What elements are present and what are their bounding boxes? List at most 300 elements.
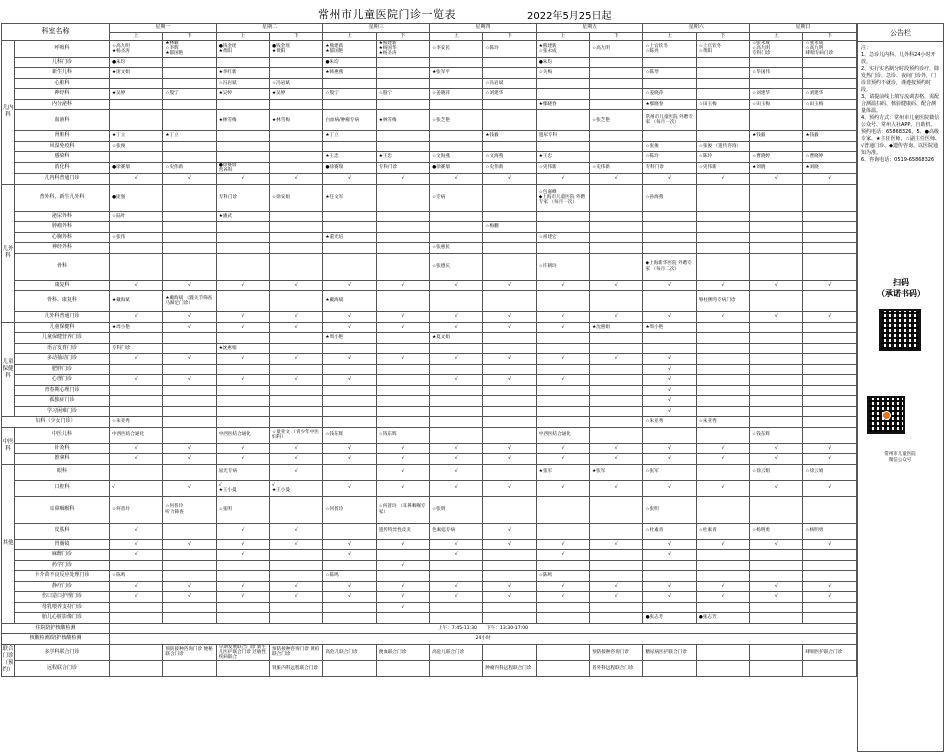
table-row: [2, 68, 857, 79]
department-name: 神经科: [15, 89, 110, 100]
schedule-cell: √: [483, 581, 536, 592]
schedule-cell: √: [376, 539, 429, 550]
schedule-cell: ★周小艳: [110, 322, 163, 333]
schedule-cell: √: [110, 581, 163, 592]
schedule-cell: √: [216, 539, 269, 550]
schedule-cell: √: [163, 280, 216, 291]
schedule-cell: [803, 364, 857, 375]
schedule-cell: [803, 68, 857, 79]
schedule-cell: [430, 613, 483, 624]
schedule-cell: [483, 406, 536, 417]
schedule-cell: √: [323, 354, 376, 365]
schedule-cell: √: [216, 443, 269, 454]
schedule-cell: [483, 232, 536, 243]
schedule-cell: √: [483, 280, 536, 291]
department-name: 孤独症门诊: [15, 396, 110, 407]
schedule-cell: ●朱均: [536, 57, 589, 68]
schedule-table: [1, 23, 857, 677]
schedule-cell: ☆张明: [643, 496, 696, 523]
schedule-cell: [323, 78, 376, 89]
schedule-cell: [590, 78, 643, 89]
schedule-cell: ☆史伟新: [696, 162, 749, 173]
schedule-cell: [536, 364, 589, 375]
notice-item: 1、急诊儿内科、儿外科24小时开放。: [861, 52, 936, 65]
schedule-cell: √: [216, 550, 269, 561]
schedule-cell: [696, 427, 749, 443]
schedule-cell: √: [643, 592, 696, 603]
schedule-cell: √: [323, 539, 376, 550]
schedule-cell: √: [803, 280, 857, 291]
schedule-cell: [750, 57, 803, 68]
schedule-cell: [163, 78, 216, 89]
schedule-cell: √: [483, 174, 536, 185]
schedule-cell: [323, 141, 376, 152]
schedule-cell: [483, 496, 536, 523]
schedule-cell: [803, 232, 857, 243]
schedule-cell: [110, 222, 163, 233]
schedule-cell: [216, 291, 269, 312]
table-row: [2, 581, 857, 592]
schedule-cell: [323, 243, 376, 254]
schedule-cell: [803, 613, 857, 624]
schedule-cell: [696, 184, 749, 211]
table-row: [2, 78, 857, 89]
schedule-cell: ☆田玉梅: [750, 99, 803, 110]
schedule-cell: √: [216, 354, 269, 365]
schedule-cell: √: [590, 480, 643, 496]
schedule-cell: [696, 211, 749, 222]
half-day-header: 下: [163, 33, 216, 41]
schedule-cell: √: [750, 480, 803, 496]
schedule-cell: ★庞文娟: [110, 68, 163, 79]
table-row: [2, 57, 857, 68]
schedule-cell: [803, 322, 857, 333]
schedule-cell: [696, 354, 749, 365]
schedule-cell: √: [216, 592, 269, 603]
schedule-cell: ☆童亚文 （青少年中医妇科）: [270, 427, 323, 443]
schedule-cell: √: [270, 592, 323, 603]
schedule-cell: [590, 560, 643, 571]
schedule-cell: ☆高九明 ★杨圣涛: [110, 41, 163, 58]
table-row: [2, 464, 857, 480]
schedule-cell: ☆殷宁: [376, 89, 429, 100]
schedule-cell: [803, 333, 857, 344]
schedule-cell: [803, 406, 857, 417]
schedule-cell: [643, 602, 696, 613]
schedule-cell: 肿瘤内科远程联合门诊: [483, 661, 536, 677]
schedule-cell: [590, 99, 643, 110]
schedule-cell: [430, 343, 483, 354]
schedule-cell: ★戴海斌 （髋关节筛查马蹄足门诊）: [163, 291, 216, 312]
schedule-cell: [323, 560, 376, 571]
schedule-cell: [110, 406, 163, 417]
schedule-cell: [376, 291, 429, 312]
schedule-cell: √: [323, 280, 376, 291]
department-name: 推拿科: [15, 454, 110, 465]
schedule-cell: ☆刘建华: [803, 89, 857, 100]
schedule-cell: [483, 385, 536, 396]
table-row: [2, 343, 857, 354]
schedule-cell: [803, 291, 857, 312]
schedule-cell: ★张军平: [430, 68, 483, 79]
schedule-cell: ☆张俊: [110, 141, 163, 152]
schedule-cell: ●徐赛瑞: [323, 162, 376, 173]
schedule-cell: [270, 162, 323, 173]
schedule-cell: ★林雪梅: [270, 110, 323, 131]
schedule-cell: √: [696, 174, 749, 185]
schedule-cell: [270, 211, 323, 222]
schedule-cell: √: [163, 312, 216, 323]
schedule-cell: ☆文海燕: [483, 152, 536, 163]
schedule-cell: ★王忠: [536, 152, 589, 163]
schedule-cell: √: [750, 443, 803, 454]
schedule-cell: ☆殷宁: [323, 89, 376, 100]
schedule-cell: ☆陈琴: [643, 68, 696, 79]
schedule-cell: √: [323, 443, 376, 454]
schedule-cell: [750, 406, 803, 417]
schedule-cell: [376, 78, 429, 89]
schedule-cell: √: [803, 581, 857, 592]
schedule-cell: √: [536, 480, 589, 496]
schedule-cell: ☆冯岩斌: [270, 78, 323, 89]
schedule-cell: [803, 211, 857, 222]
schedule-cell: [216, 385, 269, 396]
schedule-cell: ☆上官钦冬 ☆陈亮: [643, 41, 696, 58]
schedule-cell: [216, 364, 269, 375]
schedule-cell: [536, 222, 589, 233]
schedule-cell: [590, 496, 643, 523]
schedule-cell: ☆张芝艳: [590, 110, 643, 131]
schedule-cell: [323, 253, 376, 280]
schedule-cell: ☆陈玲: [696, 152, 749, 163]
department-name: 风湿免疫科: [15, 141, 110, 152]
schedule-cell: ☆姜晓萍: [430, 89, 483, 100]
schedule-cell: ★刘晓: [803, 162, 857, 173]
schedule-cell: √: [163, 375, 216, 386]
schedule-cell: √: [270, 454, 323, 465]
schedule-cell: ★董光培: [323, 232, 376, 243]
schedule-cell: √: [430, 480, 483, 496]
schedule-cell: [163, 184, 216, 211]
schedule-cell: √: [323, 550, 376, 561]
department-name: 肾脏科: [15, 131, 110, 142]
day-header: 星期一: [110, 24, 217, 33]
schedule-cell: √: [376, 464, 429, 480]
schedule-cell: [216, 417, 269, 428]
schedule-cell: √: [430, 322, 483, 333]
department-name: 卡介苗不良反应处理门诊: [15, 571, 110, 582]
notice-body: [858, 42, 943, 167]
schedule-cell: [483, 364, 536, 375]
schedule-cell: [536, 385, 589, 396]
department-name: 胎儿心脏影像门诊: [15, 613, 110, 624]
table-row: [2, 152, 857, 163]
schedule-cell: √: [270, 354, 323, 365]
qr-code-icon[interactable]: [879, 309, 921, 351]
effective-date: 2022年5月25日起: [527, 11, 612, 22]
half-day-header: 下: [590, 33, 643, 41]
department-name: 伤口造口护理门诊: [15, 592, 110, 603]
schedule-cell: √: [216, 280, 269, 291]
schedule-cell: [270, 364, 323, 375]
department-name: 肿瘤外科: [15, 222, 110, 233]
department-name: 语言发育门诊: [15, 343, 110, 354]
schedule-cell: [323, 602, 376, 613]
schedule-cell: ☆刘建华: [750, 89, 803, 100]
schedule-cell: √: [536, 539, 589, 550]
table-row: [2, 131, 857, 142]
schedule-cell: 遗传特异性皮炎: [376, 523, 429, 539]
schedule-cell: √: [643, 550, 696, 561]
schedule-cell: ☆祖建宏: [536, 232, 589, 243]
schedule-cell: [803, 222, 857, 233]
schedule-cell: √: [483, 480, 536, 496]
schedule-cell: 哮喘医护联合门诊: [803, 644, 857, 661]
schedule-cell: [216, 99, 269, 110]
schedule-cell: √: [110, 375, 163, 386]
table-row: [2, 162, 857, 173]
schedule-cell: [430, 417, 483, 428]
department-name: 康复科: [15, 280, 110, 291]
schedule-cell: √: [643, 312, 696, 323]
schedule-cell: [536, 243, 589, 254]
schedule-cell: ☆高九明: [590, 41, 643, 58]
department-name: 眼科: [15, 464, 110, 480]
schedule-cell: √: [643, 480, 696, 496]
schedule-cell: [110, 613, 163, 624]
schedule-cell: √: [803, 454, 857, 465]
schedule-cell: [803, 78, 857, 89]
notice-item: 4、预约方式：常州市儿童医院微信公众号、常州人社APP、自助机、预约电话：65868326。5、●高级专家、★主任医师、☆副主任医师、√普通门诊、◆遗传咨询、以医院通知为准。: [861, 115, 940, 156]
schedule-cell: ★潘武: [216, 211, 269, 222]
scan-title: 扫码: [893, 278, 909, 287]
schedule-cell: [376, 141, 429, 152]
notice-item: 2、实行实名制分时段预约诊疗，除发热门诊、急诊、夜间门诊外，门诊非预约不就诊，谨遵按预约时段。: [861, 66, 940, 93]
schedule-cell: ☆朱亚秀: [643, 417, 696, 428]
schedule-cell: [643, 243, 696, 254]
schedule-cell: √: [323, 312, 376, 323]
schedule-cell: ☆许朝玲: [536, 253, 589, 280]
schedule-cell: [696, 602, 749, 613]
schedule-cell: [643, 427, 696, 443]
schedule-cell: [376, 333, 429, 344]
schedule-cell: [270, 406, 323, 417]
schedule-cell: √: [483, 443, 536, 454]
schedule-cell: 中西医结合通化: [536, 427, 589, 443]
table-row: [2, 396, 857, 407]
schedule-cell: [483, 464, 536, 480]
schedule-cell: [110, 152, 163, 163]
schedule-cell: ☆陈玲: [483, 41, 536, 58]
schedule-cell: [750, 322, 803, 333]
table-row: [2, 110, 857, 131]
schedule-cell: [590, 333, 643, 344]
schedule-cell: ☆徐云娟: [803, 464, 857, 480]
page-header: [0, 0, 945, 23]
schedule-cell: √: [803, 174, 857, 185]
schedule-cell: ☆田玉梅: [696, 99, 749, 110]
schedule-cell: [163, 364, 216, 375]
schedule-cell: [376, 57, 429, 68]
schedule-cell: [270, 385, 323, 396]
schedule-cell: [803, 243, 857, 254]
schedule-cell: [163, 57, 216, 68]
schedule-cell: [536, 661, 589, 677]
table-row: [2, 634, 857, 645]
schedule-cell: [216, 253, 269, 280]
schedule-cell: [536, 613, 589, 624]
schedule-cell: 色素痣专病: [430, 523, 483, 539]
schedule-cell: [163, 464, 216, 480]
schedule-cell: ☆张永成 ☆高九明 哮喘专病门诊: [803, 41, 857, 58]
schedule-cell: √: [376, 560, 429, 571]
schedule-cell: √: [216, 174, 269, 185]
department-name: 骨科、康复科: [15, 291, 110, 312]
schedule-cell: ☆张德庆: [430, 253, 483, 280]
schedule-cell: [163, 141, 216, 152]
schedule-cell: ●钱金瑶 ★黄阳: [216, 41, 269, 58]
table-row: [2, 406, 857, 417]
schedule-cell: [696, 131, 749, 142]
table-row: [2, 560, 857, 571]
department-name: 胃肠镜: [15, 539, 110, 550]
schedule-cell: [696, 644, 749, 661]
schedule-cell: [696, 222, 749, 233]
schedule-cell: √: [270, 523, 323, 539]
schedule-cell: [750, 253, 803, 280]
department-name: 新生儿科: [15, 68, 110, 79]
schedule-cell: ☆史伟新: [590, 162, 643, 173]
schedule-cell: [696, 343, 749, 354]
schedule-cell: [590, 343, 643, 354]
schedule-cell: [163, 232, 216, 243]
schedule-cell: √: [110, 480, 163, 496]
schedule-cell: √: [696, 312, 749, 323]
schedule-cell: [643, 131, 696, 142]
schedule-cell: [536, 417, 589, 428]
schedule-cell: [376, 131, 429, 142]
schedule-cell: [696, 232, 749, 243]
schedule-cell: 常州市儿童医院 外聘专家 （每月一次）: [643, 110, 696, 131]
half-day-header: 上: [750, 33, 803, 41]
schedule-cell: ★戴海斌: [110, 291, 163, 312]
schedule-cell: [270, 243, 323, 254]
schedule-cell: [590, 222, 643, 233]
department-name: 心胸外科: [15, 232, 110, 243]
table-row: [2, 613, 857, 624]
schedule-cell: [376, 364, 429, 375]
schedule-cell: √: [430, 443, 483, 454]
schedule-cell: ●徐赛瑞: [430, 162, 483, 173]
schedule-cell: √: [323, 592, 376, 603]
schedule-cell: [536, 78, 589, 89]
schedule-cell: √: [323, 480, 376, 496]
schedule-cell: ●张志芳: [696, 613, 749, 624]
schedule-cell: √: [430, 539, 483, 550]
schedule-cell: [483, 343, 536, 354]
group-label: 儿童保健科: [2, 322, 15, 417]
schedule-cell: √: [216, 312, 269, 323]
schedule-cell: [323, 464, 376, 480]
schedule-cell: [216, 661, 269, 677]
schedule-cell: [536, 343, 589, 354]
schedule-cell: ★周小艳: [323, 333, 376, 344]
schedule-cell: √: [430, 581, 483, 592]
schedule-cell: [803, 560, 857, 571]
schedule-cell: √: [216, 454, 269, 465]
schedule-cell: √: [590, 443, 643, 454]
schedule-cell: ★钱毅: [750, 131, 803, 142]
department-name: 皮肤科: [15, 523, 110, 539]
schedule-cell: √: [110, 539, 163, 550]
department-name: 消化科: [15, 162, 110, 173]
schedule-cell: [270, 333, 323, 344]
schedule-cell: [110, 364, 163, 375]
schedule-cell: [536, 523, 589, 539]
table-row: [2, 644, 857, 661]
schedule-cell: [376, 406, 429, 417]
schedule-cell: [590, 291, 643, 312]
schedule-cell: [323, 364, 376, 375]
schedule-cell: √: [376, 174, 429, 185]
day-header: 星期六: [643, 24, 750, 33]
schedule-cell: [430, 661, 483, 677]
table-row: [2, 623, 857, 634]
dept-header: 科室名称: [2, 24, 110, 41]
table-row: [2, 89, 857, 100]
schedule-cell: √: [110, 454, 163, 465]
schedule-cell: [376, 613, 429, 624]
schedule-cell: √: [216, 523, 269, 539]
schedule-cell: √: [803, 312, 857, 323]
schedule-cell: ★钱毅: [483, 131, 536, 142]
schedule-cell: [216, 131, 269, 142]
department-name: 儿童保健科: [15, 322, 110, 333]
schedule-cell: √: [430, 312, 483, 323]
schedule-cell: [163, 613, 216, 624]
schedule-cell: √: [590, 354, 643, 365]
schedule-cell: [536, 211, 589, 222]
schedule-cell: ☆张明: [216, 496, 269, 523]
schedule-cell: √: [110, 312, 163, 323]
schedule-cell: ☆徐云娟: [750, 464, 803, 480]
schedule-cell: [376, 68, 429, 79]
schedule-cell: [590, 141, 643, 152]
table-row: [2, 253, 857, 280]
department-name: 核酸检测/陪护核酸检测: [2, 634, 110, 645]
schedule-cell: [590, 243, 643, 254]
schedule-cell: ●朱均: [323, 57, 376, 68]
schedule-cell: [750, 602, 803, 613]
table-row: [2, 243, 857, 254]
table-row: [2, 333, 857, 344]
schedule-cell: [750, 364, 803, 375]
schedule-cell: √: [643, 364, 696, 375]
schedule-cell: [163, 571, 216, 582]
schedule-cell: [590, 364, 643, 375]
schedule-cell: [750, 417, 803, 428]
schedule-cell: ☆张军: [643, 464, 696, 480]
schedule-cell: [750, 343, 803, 354]
department-name: 儿科门诊: [15, 57, 110, 68]
schedule-cell: [430, 291, 483, 312]
schedule-cell: [110, 333, 163, 344]
schedule-cell: √: [323, 581, 376, 592]
schedule-cell: [163, 152, 216, 163]
schedule-cell: ☆何普玲: [323, 496, 376, 523]
schedule-cell: ☆杜素青: [696, 523, 749, 539]
department-name: 感染科: [15, 152, 110, 163]
